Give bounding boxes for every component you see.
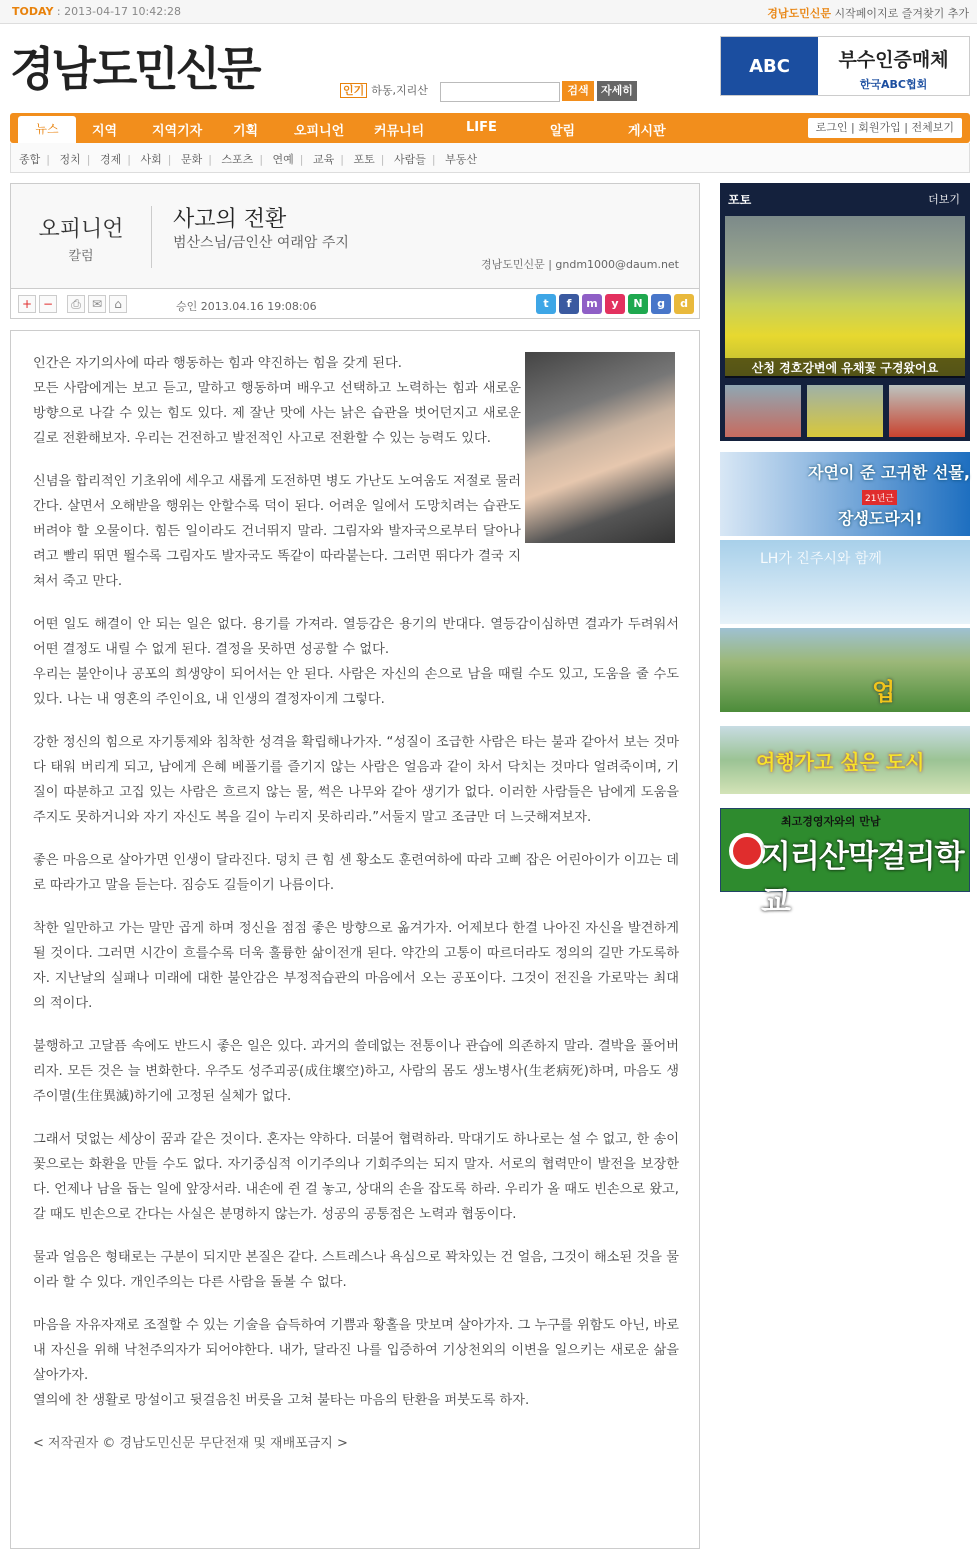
search-button[interactable]: 검색 <box>562 81 594 101</box>
photo-thumbnail[interactable] <box>889 385 965 437</box>
account-links: 로그인 | 회원가입 | 전체보기 <box>808 118 962 138</box>
subnav-item[interactable]: 연예 <box>272 153 294 166</box>
logo-circle-icon <box>729 833 765 869</box>
photo-caption[interactable]: 산청 경호강변에 유채꽃 구경왔어요 <box>725 358 965 378</box>
ad1-line1: 자연이 준 고귀한 선물, <box>808 463 970 482</box>
email-icon[interactable]: ✉ <box>88 295 106 313</box>
font-decrease-icon[interactable]: − <box>39 295 57 313</box>
article-paragraph: 마음을 자유자재로 조절할 수 있는 기술을 습득하여 기쁨과 황홀을 맛보며 살아가자. 그 누구를 위함도 아닌, 바로 내 자신을 위해 낙천주의자가 되어야한다. 내가, 달라진 나를 입증하여 기상천외의 이변을 일으키는 새로운 삶을 살아가자. 열의에 찬 생활로 망설이고 뒷걸음친 버릇을 고쳐 불타는 마음의 탄환을 퍼붓도록 하자. <box>33 1318 679 1408</box>
nav-item-board[interactable]: 게시판 <box>628 124 666 139</box>
nav-item-planning[interactable]: 기획 <box>233 124 259 139</box>
section-name: 오피니언 <box>38 217 124 242</box>
ad3-text: 업 <box>872 678 896 706</box>
ad5-main: 지리산막걸리학교 <box>761 839 964 920</box>
ad-banner-makgeolli[interactable] <box>720 808 970 920</box>
today-datetime: TODAY : 2013-04-17 10:42:28 <box>12 5 181 18</box>
me2day-share-icon[interactable]: m <box>582 294 602 314</box>
subnav-item[interactable]: 부동산 <box>445 153 477 166</box>
subsection-name: 칼럼 <box>68 249 94 264</box>
subnav-item[interactable]: 문화 <box>180 153 203 166</box>
article-paragraph: 착한 일만하고 가는 말만 곱게 하며 정신을 점점 좋은 방향으로 옮겨가자. 어제보다 한결 나아진 자신을 발견하게 될 것이다. 그러면 시간이 흐를수록 더욱 훌륭한 삶이전개 된다. 약간의 고통이 따르더라도 정의의 길만 가도록하자. 지난날의 실패나 미래에 대한 불안감은 부정적습관의 마음에서 오는 공포이다. 그것이 전진을 가로막는 최대의 적이다. <box>33 921 679 1011</box>
photo-thumbnail[interactable] <box>725 385 801 437</box>
start-page-link[interactable]: 시작페이지로 <box>834 7 899 20</box>
photo-thumbnail[interactable] <box>807 385 883 437</box>
google-share-icon[interactable]: g <box>651 294 671 314</box>
scrap-icon[interactable]: ⌂ <box>109 295 127 313</box>
nav-item-news[interactable]: 뉴스 <box>18 116 76 144</box>
article-paragraph: 좋은 마음으로 살아가면 인생이 달라진다. 덩치 큰 힘 센 황소도 훈련여하에 따라 고삐 잡은 어린아이가 이끄는 데로 따라가고 말을 듣는다. 짐승도 길들이기 나름이다. <box>33 853 679 893</box>
search-input[interactable] <box>440 82 560 102</box>
bookmark-link[interactable]: 즐겨찾기 추가 <box>901 7 969 20</box>
article-paragraph: 그래서 덧없는 세상이 꿈과 같은 것이다. 혼자는 약하다. 더불어 협력하라. 막대기도 하나로는 설 수 없고, 한 송이 꽃으로는 화환을 만들 수도 없다. 자기중심적 이기주의나 기회주의는 되지 말자. 서로의 협력만이 발전을 보장한다. 언제나 남을 돕는 일에 앞장서라. 내손에 쥔 걸 놓고, 상대의 손을 잡도록 하라. 우리가 올 때도 빈손으로 왔고, 갈 때도 빈손으로 간다는 사실은 분명하지 않는가. 성공의 공통점은 노력과 협동이다. <box>33 1132 679 1222</box>
main-nav <box>10 113 970 143</box>
twitter-share-icon[interactable]: t <box>536 294 556 314</box>
article-paragraph: 물과 얼음은 형태로는 구분이 되지만 본질은 같다. 스트레스나 욕심으로 꽉차있는 건 얼음, 그것이 해소된 것을 물이라 할 수 있다. 개인주의는 다른 사람을 돌볼 수 없다. <box>33 1250 679 1290</box>
article-header <box>10 183 700 289</box>
popular-search <box>340 82 428 98</box>
subnav-item[interactable]: 사회 <box>140 153 162 166</box>
byline: 경남도민신문 | gndm1000@daum.net <box>480 258 679 271</box>
article-paragraph: 신념을 합리적인 기초위에 세우고 새롭게 도전하면 병도 가난도 노여움도 저절로 물러간다. 살면서 오해받을 행위는 안할수록 덕이 된다. 어려운 일에서 도망치려는 습관도 버려야 할 오물이다. 힘든 일이라도 건너뛰지 말라. 그림자와 발자국으로부터 달아나려고 빨리 뛰면 뛸수록 그림자도 발자국도 똑같이 따라붙는다. 그러면 뛰다가 결국 지쳐서 죽고 만다. <box>33 474 521 589</box>
subnav-item[interactable]: 경제 <box>99 153 122 166</box>
ad1-years: 21년근 <box>862 490 897 505</box>
abc-banner[interactable] <box>720 36 970 96</box>
photo-spacer <box>521 351 679 547</box>
ad-banner-travel[interactable] <box>720 726 970 794</box>
popular-tag: 인기 <box>340 83 367 98</box>
nav-item-opinion[interactable]: 오피니언 <box>294 124 345 139</box>
main-photo[interactable] <box>725 216 965 376</box>
photo-box <box>720 183 970 441</box>
popular-terms[interactable]: 하동,지리산 <box>371 84 428 97</box>
facebook-share-icon[interactable]: f <box>559 294 579 314</box>
article-subtitle: 범산스님/금인산 여래암 주지 <box>173 235 349 251</box>
divider <box>151 206 152 268</box>
view-all-link[interactable]: 전체보기 <box>911 121 954 134</box>
article-title: 사고의 전환 <box>173 207 287 232</box>
subnav-item[interactable]: 종합 <box>19 153 41 166</box>
article-paragraph: 어떤 일도 해결이 안 되는 일은 없다. 용기를 가져라. 열등감은 용기의 반대다. 열등감이심하면 결과가 두려워서 어떤 결정도 내릴 수 없게 된다. 결정을 못하면 성공할 수 없다. 우리는 불안이나 공포의 희생양이 되어서는 안 된다. 사람은 자신의 손으로 남을 때릴 수도 있고, 도움을 줄 수도 있다. 나는 내 영혼의 주인이요, 내 인생의 결정자이게 그렇다. <box>33 617 679 707</box>
nav-item-community[interactable]: 커뮤니티 <box>374 124 425 139</box>
abc-title: 부수인증매체 <box>838 49 949 71</box>
article-toolbar <box>10 289 700 319</box>
login-link[interactable]: 로그인 <box>815 121 848 134</box>
article-paragraph: 강한 정신의 힘으로 자기통제와 침착한 성격을 확립해나가자. “성질이 조급한 사람은 타는 불과 같아서 보는 것마다 태워 버리게 되고, 남에게 은혜 베풀기를 즐기지 않는 사람은 얼음과 같이 차서 닥치는 것마다 얼려죽이며, 기질이 따분하고 고집 있는 사람은 흐르지 않는 물, 썩은 나무와 같아 생기가 없다. 이러한 사람들은 남에게 도움을 주지도 못하거니와 자기 자신도 복을 길이 누리지 못하리라.”서둘지 말고 조금만 더 느긋해져보자. <box>33 735 679 825</box>
photo-more-link[interactable]: 더보기 <box>928 193 960 206</box>
detail-search-button[interactable]: 자세히 <box>597 81 637 101</box>
subnav-item[interactable]: 스포츠 <box>221 153 254 166</box>
ad-banner-lh[interactable] <box>720 540 970 624</box>
ad1-line2: 장생도라지! <box>838 509 923 528</box>
publish-date: 승인 2013.04.16 19:08:06 <box>176 300 317 313</box>
yozm-share-icon[interactable]: y <box>605 294 625 314</box>
nav-item-reporters[interactable]: 지역기자 <box>152 124 203 139</box>
photo-box-title: 포토 <box>728 193 752 207</box>
ad-banner-field[interactable] <box>720 628 970 712</box>
subnav-item[interactable]: 교육 <box>313 153 335 166</box>
abc-logo: ABC <box>721 37 818 95</box>
delicious-share-icon[interactable]: d <box>674 294 694 314</box>
section-label <box>11 212 151 264</box>
nav-item-life[interactable]: LIFE <box>466 120 497 135</box>
subnav-item[interactable]: 포토 <box>353 153 375 166</box>
article-body <box>10 330 700 1549</box>
print-icon[interactable]: ⎙ <box>67 295 85 313</box>
ad5-top: 최고경영자와의 만남 <box>781 815 881 828</box>
naver-share-icon[interactable]: N <box>628 294 648 314</box>
nav-item-notice[interactable]: 알림 <box>550 124 576 139</box>
font-increase-icon[interactable]: + <box>18 295 36 313</box>
top-links <box>767 5 969 21</box>
subnav-item[interactable]: 정치 <box>59 153 81 166</box>
signup-link[interactable]: 회원가입 <box>858 121 901 134</box>
article-text <box>33 351 679 1474</box>
article-paragraph: 인간은 자기의사에 따라 행동하는 힘과 약진하는 힘을 갖게 된다. 모든 사람에게는 보고 듣고, 말하고 행동하며 배우고 선택하고 노력하는 힘과 새로운 방향으로 나갈 수 있는 힘도 있다. 제 잘난 맛에 사는 낡은 습관을 벗어던지고 새로운 길로 전환해보자. 우리는 건전하고 발전적인 사고로 전환할 수 있는 능력도 있다. <box>33 356 521 446</box>
ad4-text: 여행가고 싶은 도시 <box>756 750 925 774</box>
nav-item-region[interactable]: 지역 <box>92 124 118 139</box>
home-link[interactable]: 경남도민신문 <box>767 7 831 20</box>
sub-nav: 종합 | 정치 | 경제 | 사회 | 문화 | 스포츠 | 연예 | 교육 | 포토 | 사람들 | 부동산 <box>10 143 970 173</box>
copyright-notice: < 저작권자 © 경남도민신문 무단전재 및 재배포금지 > <box>33 1436 348 1451</box>
site-logo[interactable]: 경남도민신문 <box>10 42 259 96</box>
ad-banner-doraji[interactable] <box>720 452 970 536</box>
article-paragraph: 불행하고 고달픔 속에도 반드시 좋은 일은 있다. 과거의 쓸데없는 전통이나 관습에 의존하지 말라. 결박을 풀어버리자. 모든 것은 늘 변화한다. 우주도 성주괴공(成住壞空)하고, 사람의 몸도 생노병사(生老病死)하며, 마음도 생주이멸(生住異滅)하기에 고정된 실체가 없다. <box>33 1039 679 1104</box>
abc-org: 한국ABC협회 <box>859 78 928 91</box>
ad2-text: LH가 진주시와 함께 <box>760 551 882 567</box>
subnav-item[interactable]: 사람들 <box>393 153 426 166</box>
top-bar <box>0 0 977 24</box>
